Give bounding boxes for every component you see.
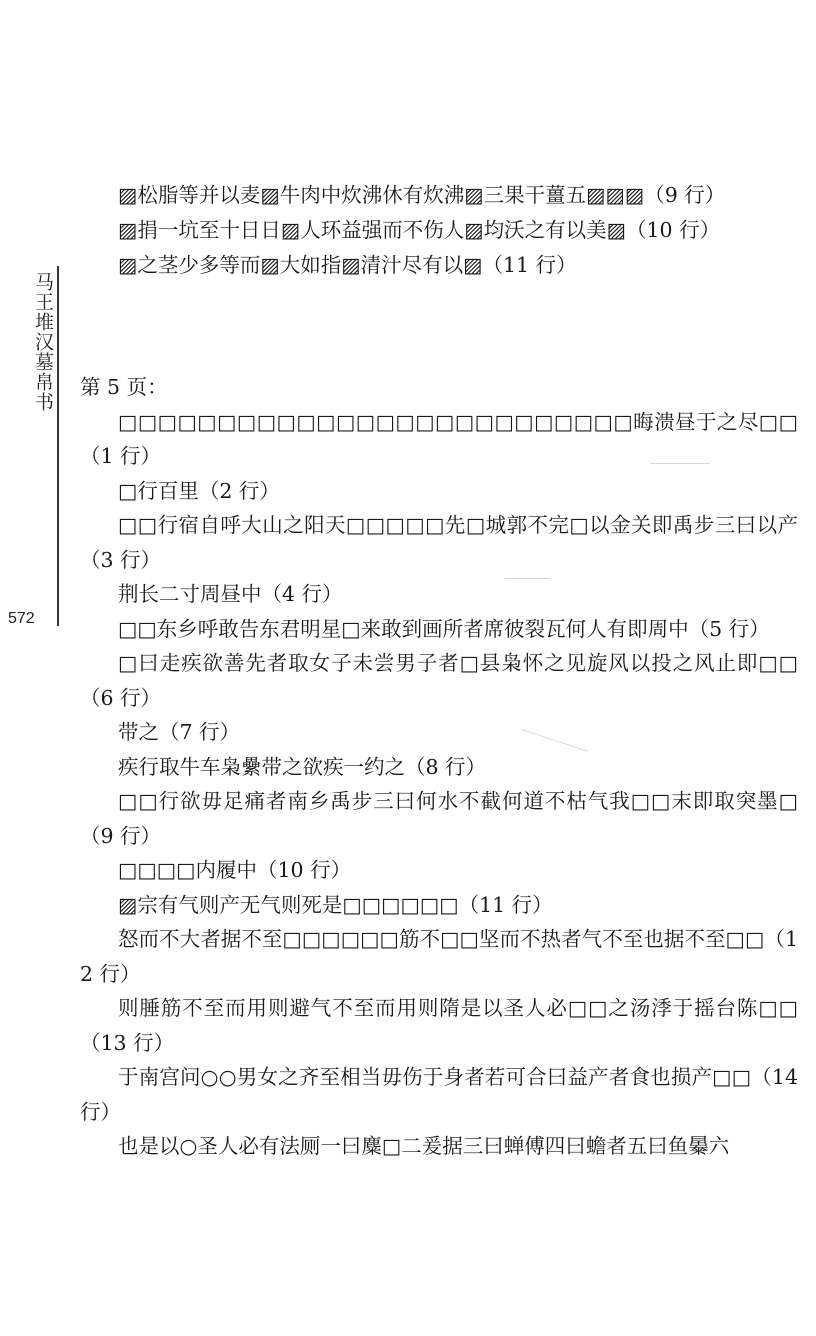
paragraph: 于南宫问○○男女之齐至相当毋伤于身者若可合曰益产者食也损产□□（14 行）: [80, 1065, 798, 1124]
scan-artifact: [505, 578, 550, 579]
paragraph: □□行宿自呼大山之阳天□□□□□先□城郭不完□以金关即禹步三曰以产（3 行）: [80, 513, 798, 572]
paragraph: □□□□□□□□□□□□□□□□□□□□□□□□□□晦溃昼于之尽□□（1 行）: [80, 409, 798, 468]
text-line: ▨之茎少多等而▨大如指▨清汁尽有以▨（11 行）: [118, 253, 577, 277]
paragraph: □□行欲毋足痛者南乡禹步三曰何水不截何道不枯气我□□末即取突墨□（9 行）: [80, 789, 798, 848]
paragraph: □□东乡呼敢告东君明星□来敢到画所者席彼裂瓦何人有即周中（5 行）: [118, 616, 770, 641]
paragraph: □曰走疾欲善先者取女子未尝男子者□县枭怀之见旋风以投之风止即□□（6 行）: [80, 651, 798, 710]
paragraph: 荆长二寸周昼中（4 行）: [118, 582, 343, 606]
paragraph: 带之（7 行）: [118, 720, 241, 744]
section-heading: 第 5 页：: [80, 375, 168, 399]
book-title: 马王堆汉墓帛书: [32, 272, 54, 412]
text-line: ▨捐一坑至十日日▨人环益强而不伤人▨均沃之有以美▨（10 行）: [118, 218, 721, 242]
paragraph: 疾行取牛车枭纍带之欲疾一约之（8 行）: [118, 754, 487, 779]
paragraph: 也是以○圣人必有法厕一曰麋□二爰据三曰蝉傅四曰蟾者五曰鱼㬥六: [118, 1134, 730, 1158]
page-section: [80, 370, 798, 1164]
text-line: ▨松脂等并以麦▨牛肉中炊沸休有炊沸▨三果干薑五▨▨▨（9 行）: [118, 183, 726, 207]
paragraph: □□□□内履中（10 行）: [118, 858, 352, 882]
paragraph: ▨宗有气则产无气则死是□□□□□□（11 行）: [118, 892, 553, 917]
top-lines: [80, 178, 798, 283]
scan-artifact: [650, 463, 710, 464]
paragraph: 怒而不大者据不至□□□□□□筋不□□坚而不热者气不至也据不至□□（12 行）: [80, 927, 798, 986]
page-number: 572: [8, 610, 35, 627]
paragraph: 则腄筋不至而用则避气不至而用则隋是以圣人必□□之汤㳵于摇台陈□□（13 行）: [80, 996, 798, 1055]
side-divider: [57, 266, 59, 626]
paragraph: □行百里（2 行）: [118, 478, 280, 503]
